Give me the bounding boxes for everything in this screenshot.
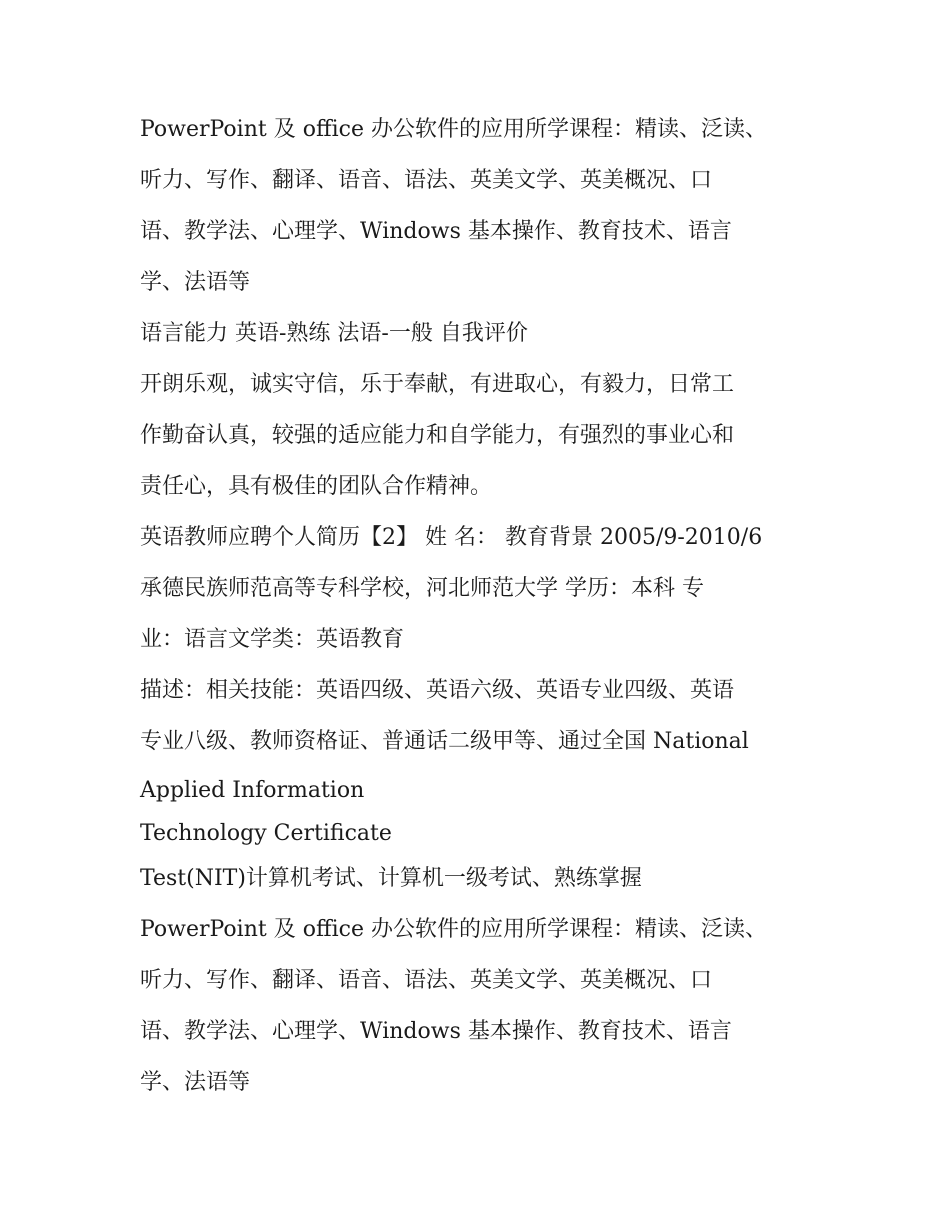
text-line: 开朗乐观，诚实守信，乐于奉献，有进取心，有毅力，日常工: [140, 372, 735, 397]
text-line: 责任心，具有极佳的团队合作精神。: [140, 474, 493, 499]
text-line: 英语教师应聘个人简历【2】 姓 名： 教育背景 2005/9-2010/6: [140, 525, 763, 550]
text-line: PowerPoint 及 office 办公软件的应用所学课程：精读、泛读、: [140, 117, 767, 142]
text-line: 听力、写作、翻译、语音、语法、英美文学、英美概况、口: [140, 968, 713, 993]
text-line: PowerPoint 及 office 办公软件的应用所学课程：精读、泛读、: [140, 917, 767, 942]
text-line: 作勤奋认真，较强的适应能力和自学能力，有强烈的事业心和: [140, 423, 735, 448]
text-line: 听力、写作、翻译、语音、语法、英美文学、英美概况、口: [140, 168, 713, 193]
text-line: 学、法语等: [140, 1070, 251, 1095]
text-line: 描述：相关技能：英语四级、英语六级、英语专业四级、英语: [140, 678, 735, 703]
text-line: 业：语言文学类：英语教育: [140, 627, 405, 652]
text-line: 语言能力 英语-熟练 法语-一般 自我评价: [140, 321, 528, 346]
text-line: Applied Information: [140, 778, 365, 803]
text-line: Test(NIT)计算机考试、计算机一级考试、熟练掌握: [140, 866, 642, 891]
text-line: Technology Certificate: [140, 821, 392, 846]
document-body: [140, 108, 820, 1112]
text-line: 语、教学法、心理学、Windows 基本操作、教育技术、语言: [140, 219, 732, 244]
text-line: 学、法语等: [140, 270, 251, 295]
text-line: 语、教学法、心理学、Windows 基本操作、教育技术、语言: [140, 1019, 732, 1044]
text-line: 承德民族师范高等专科学校，河北师范大学 学历：本科 专: [140, 576, 704, 601]
text-line: 专业八级、教师资格证、普通话二级甲等、通过全国 National: [140, 729, 749, 754]
